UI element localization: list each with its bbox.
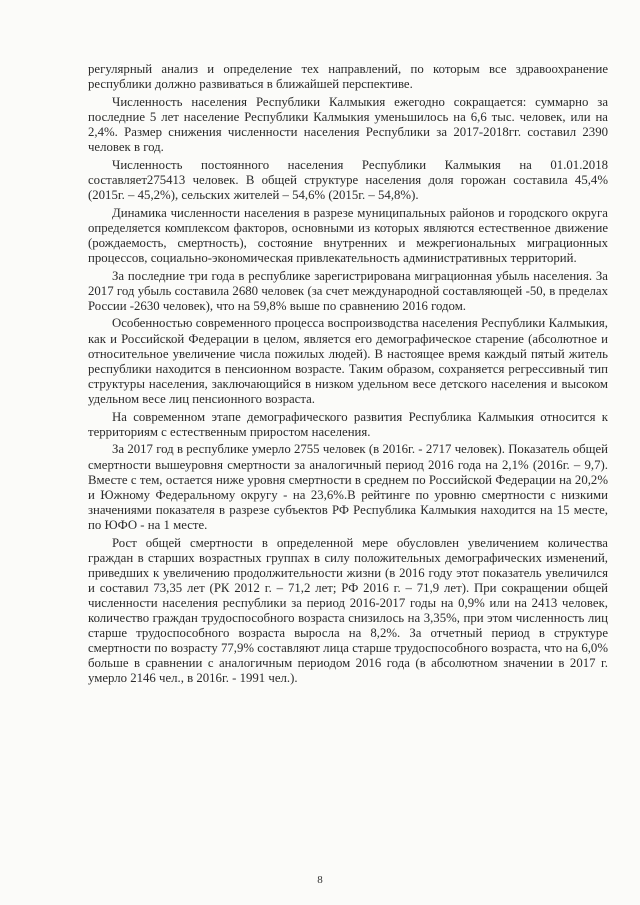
page-number: 8 [317,874,323,886]
paragraph-permanent-population: Численность постоянного населения Республики Калмыкия на 01.01.2018 составляет275413 человек. В общей структуре населения доля горожан составила 45,4% (2015г. – 45,2%), сельских жителей – 54,6% (2015г. – 54,8%). [88,157,608,202]
paragraph-mortality: За 2017 год в республике умерло 2755 человек (в 2016г. - 2717 человек). Показатель общей смертности вышеуровня смертности за аналогичный период 2016 года на 2,1% (2016г. – 9,7). Вместе с тем, остается ниже уровня смертности в среднем по Российской Федерации на 20,2% и Южному Федеральному округу - на 23,6%.В рейтинге по уровню смертности с низкими значениями показателя в разрезе субъектов РФ Республика Калмыкия находится на 15 месте, по ЮФО - на 1 месте. [88,442,608,532]
paragraph-natural-growth: На современном этапе демографического развития Республика Калмыкия относится к территориям с естественным приростом населения. [88,409,608,439]
paragraph-migration: За последние три года в республике зарегистрирована миграционная убыль населения. За 2017 год убыль составила 2680 человек (за счет международной составляющей -50, в пределах России -2630 человек), что на 59,8% выше по сравнению 2016 годом. [88,268,608,313]
paragraph-mortality-growth: Рост общей смертности в определенной мере обусловлен увеличением количества граждан в старших возрастных группах в силу положительных демографических изменений, приведших к увеличению продолжительности жизни (в 2016 году этот показатель увеличился и составил 73,35 лет (РК 2012 г. – 71,2 лет; РФ 2016 г. – 71,9 лет). При сокращении общей численности населения республики за период 2016-2017 годы на 0,9% или на 2413 человек, количество граждан трудоспособного возраста снизилось на 3,35%, при этом численность лиц старше трудоспособного возраста выросла на 8,2%. За отчетный период в структуре смертности по возрасту 77,9% составляют лица старше трудоспособного возраста, что на 6,0% больше в сравнении с аналогичным периодом 2016 года (в абсолютном значении в 2017 г. умерло 2146 чел., в 2016г. - 1991 чел.). [88,535,608,686]
paragraph-continuation: регулярный анализ и определение тех направлений, по которым все здравоохранение республики должно развиваться в ближайшей перспективе. [88,62,608,92]
body-text [88,62,608,689]
paragraph-aging: Особенностью современного процесса воспроизводства населения Республики Калмыкия, как и Российской Федерации в целом, является его демографическое старение (абсолютное и относительное увеличение числа пожилых людей). В настоящее время каждый пятый житель республики находится в пенсионном возрасте. Таким образом, сохраняется регрессивный тип структуры населения, заключающийся в низком удельном весе детского населения и высоком удельном весе лиц пенсионного возраста. [88,316,608,406]
paragraph-population-decline: Численность населения Республики Калмыкия ежегодно сокращается: суммарно за последние 5 лет население Республики Калмыкия уменьшилось на 6,6 тыс. человек, или на 2,4%. Размер снижения численности населения Республики за 2017-2018гг. составил 2390 человек в год. [88,94,608,155]
paragraph-population-dynamics: Динамика численности населения в разрезе муниципальных районов и городского округа определяется комплексом факторов, основными из которых являются естественное движение (рождаемость, смертность), состояние внутренних и межрегиональных миграционных процессов, социально-экономическая привлекательность административных территорий. [88,205,608,265]
